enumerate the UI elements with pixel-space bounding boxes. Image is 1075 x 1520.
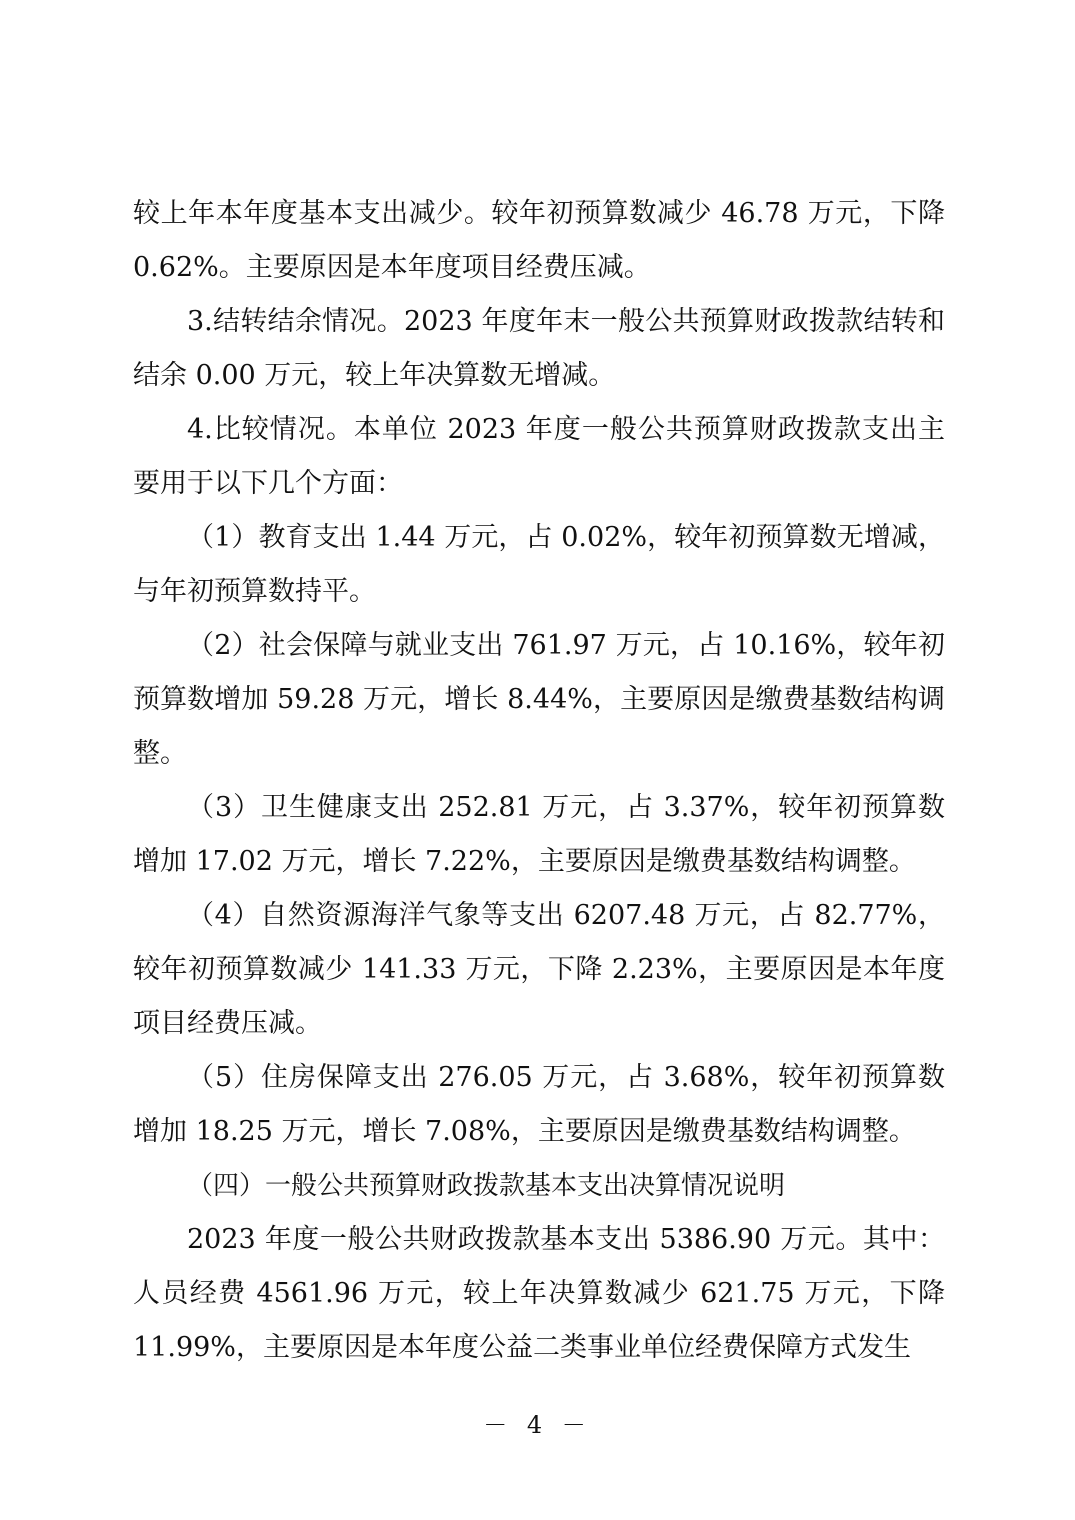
paragraph-social-security: （2）社会保障与就业支出 761.97 万元，占 10.16%，较年初预算数增加 59.28 万元，增长 8.44%，主要原因是缴费基数结构调整。: [133, 630, 945, 769]
paragraph-natural-resources: （4）自然资源海洋气象等支出 6207.48 万元，占 82.77%，较年初预算数减少 141.33 万元，下降 2.23%，主要原因是本年度项目经费压减。: [133, 900, 945, 1039]
paragraph-basic-expenditure: 2023 年度一般公共财政拨款基本支出 5386.90 万元。其中：人员经费 4561.96 万元，较上年决算数减少 621.75 万元，下降 11.99%，主要原因是本年度公益二类事业单位经费保障方式发生: [133, 1224, 945, 1363]
section-heading: （四）一般公共预算财政拨款基本支出决算情况说明: [187, 1171, 786, 1201]
page-number: － 4 －: [483, 1411, 592, 1439]
document-body: [133, 187, 945, 1375]
paragraph-carryover: 3.结转结余情况。2023 年度年末一般公共预算财政拨款结转和结余 0.00 万元，较上年决算数无增减。: [133, 306, 945, 391]
paragraph-comparison: 4.比较情况。本单位 2023 年度一般公共预算财政拨款支出主要用于以下几个方面：: [133, 414, 945, 499]
paragraph-housing: （5）住房保障支出 276.05 万元，占 3.68%，较年初预算数增加 18.25 万元，增长 7.08%，主要原因是缴费基数结构调整。: [133, 1062, 945, 1147]
paragraph-education: （1）教育支出 1.44 万元，占 0.02%，较年初预算数无增减，与年初预算数持平。: [133, 522, 945, 607]
paragraph-health: （3）卫生健康支出 252.81 万元，占 3.37%，较年初预算数增加 17.02 万元，增长 7.22%，主要原因是缴费基数结构调整。: [133, 792, 945, 877]
paragraph-budget-decrease: 较上年本年度基本支出减少。较年初预算数减少 46.78 万元，下降 0.62%。主要原因是本年度项目经费压减。: [133, 198, 945, 283]
